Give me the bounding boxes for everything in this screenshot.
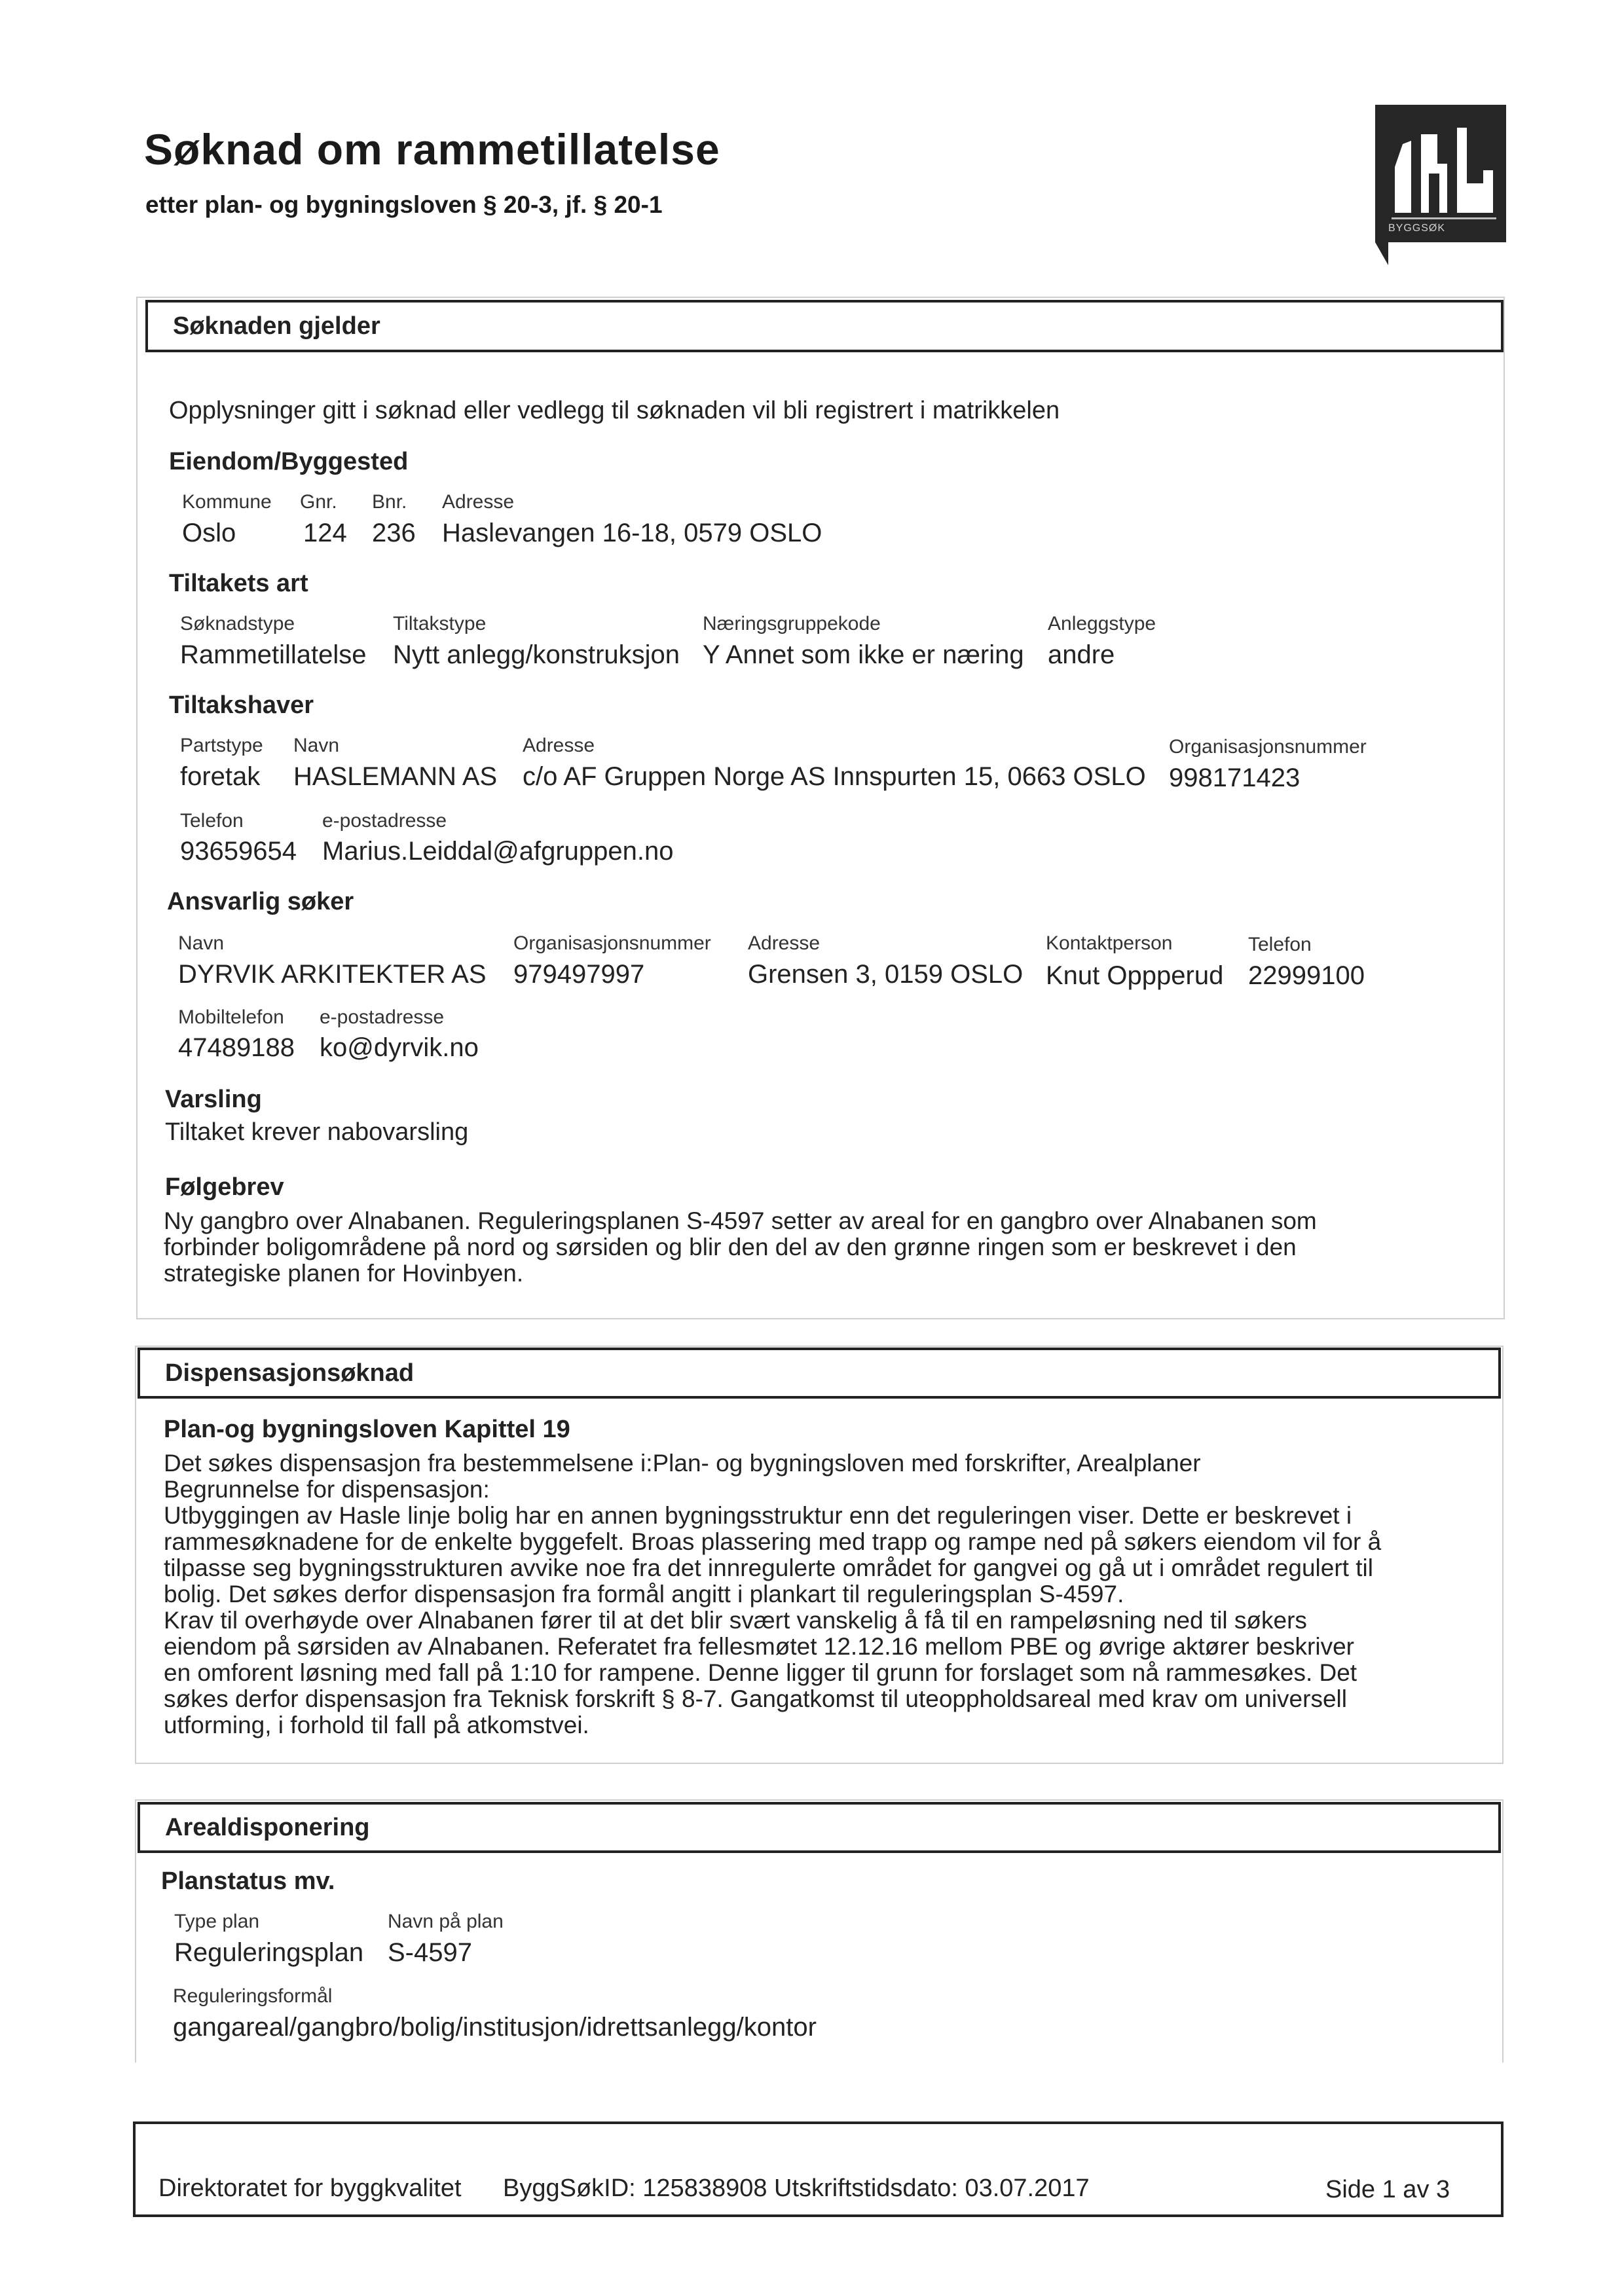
adresse-label: Adresse [523, 735, 595, 756]
tiltakstype-label: Tiltakstype [393, 613, 487, 634]
navn-value: HASLEMANN AS [293, 762, 498, 791]
soknadstype-label: Søknadstype [180, 613, 295, 634]
tiltakshaver-heading: Tiltakshaver [169, 691, 314, 719]
dispensasjon-heading: Plan-og bygningsloven Kapittel 19 [164, 1416, 570, 1443]
partstype-value: foretak [180, 762, 261, 791]
varsling-heading: Varsling [165, 1086, 262, 1113]
epost-label: e-postadresse [322, 810, 447, 832]
mobiltelefon-value: 47489188 [178, 1033, 295, 1062]
telefon-label: Telefon [180, 810, 244, 832]
page-subtitle: etter plan- og bygningsloven § 20-3, jf. § 20-1 [145, 191, 663, 218]
dispensasjon-line: eiendom på sørsiden av Alnabanen. Referatet fra fellesmøtet 12.12.16 mellom PBE og øvrige aktører beskriver [164, 1633, 1354, 1660]
byggsok-logo [1375, 105, 1506, 265]
arealdisponering-header: Arealdisponering [138, 1802, 1501, 1853]
dispensasjon-line: Det søkes dispensasjon fra bestemmelsene i:Plan- og bygningsloven med forskrifter, Arealplaner [164, 1450, 1201, 1477]
folgebrev-line: forbinder boligområdene på nord og sørsiden og blir den del av den grønne ringen som er beskrevet i den [164, 1234, 1297, 1260]
soknadstype-value: Rammetillatelse [180, 640, 367, 669]
logo-text: BYGGSØK [1388, 223, 1446, 234]
planstatus-heading: Planstatus mv. [161, 1867, 335, 1895]
dispensasjon-line: utforming, i forhold til fall på atkomstvei. [164, 1712, 589, 1738]
kontaktperson-value: Knut Oppperud [1046, 961, 1224, 990]
epost-label: e-postadresse [320, 1006, 445, 1028]
organisasjonsnummer-value: 979497997 [513, 960, 645, 989]
reguleringsformal-label: Reguleringsformål [173, 1985, 333, 2007]
folgebrev-line: strategiske planen for Hovinbyen. [164, 1260, 524, 1287]
footer-id: ByggSøkID: 125838908 Utskriftstidsdato: 03.07.2017 [503, 2175, 1090, 2202]
adresse-value: Grensen 3, 0159 OSLO [748, 960, 1024, 989]
eiendom-heading: Eiendom/Byggested [169, 448, 409, 475]
dispensasjon-text [164, 1450, 1486, 1738]
dispensasjon-line: en omforent løsning med fall på 1:10 for rampene. Denne ligger til grunn for forslaget som nå rammesøkes. Det [164, 1659, 1357, 1686]
adresse-value: c/o AF Gruppen Norge AS Innspurten 15, 0663 OSLO [523, 762, 1146, 791]
reguleringsformal-value: gangareal/gangbro/bolig/institusjon/idrettsanlegg/kontor [173, 2013, 817, 2042]
mobiltelefon-label: Mobiltelefon [178, 1006, 284, 1028]
navn-value: DYRVIK ARKITEKTER AS [178, 960, 487, 989]
bnr-value: 236 [372, 519, 416, 547]
adresse-label: Adresse [442, 491, 515, 513]
epost-value: Marius.Leiddal@afgruppen.no [322, 837, 674, 866]
navn-pa-plan-label: Navn på plan [388, 1911, 504, 1932]
tiltakstype-value: Nytt anlegg/konstruksjon [393, 640, 680, 669]
page-footer [133, 2121, 1504, 2217]
page-number: Side 1 av 3 [1325, 2176, 1450, 2203]
adresse-label: Adresse [748, 932, 821, 954]
footer-org: Direktoratet for byggkvalitet [158, 2175, 462, 2202]
dispensasjon-line: bolig. Det søkes derfor dispensasjon fra formål angitt i plankart til reguleringsplan S-4597. [164, 1581, 1124, 1607]
varsling-text: Tiltaket krever nabovarsling [165, 1118, 469, 1146]
organisasjonsnummer-label: Organisasjonsnummer [513, 932, 711, 954]
navn-pa-plan-value: S-4597 [388, 1938, 472, 1967]
dispensasjon-line: søkes derfor dispensasjon fra Teknisk forskrift § 8-7. Gangatkomst til uteoppholdsareal med krav om universell [164, 1685, 1347, 1712]
kommune-label: Kommune [182, 491, 272, 513]
kontaktperson-label: Kontaktperson [1046, 932, 1173, 954]
kommune-value: Oslo [182, 519, 236, 547]
organisasjonsnummer-label: Organisasjonsnummer [1169, 736, 1367, 758]
telefon-value: 93659654 [180, 837, 297, 866]
tiltakets-art-heading: Tiltakets art [169, 570, 308, 597]
matrikkel-intro: Opplysninger gitt i søknad eller vedlegg til søknaden vil bli registrert i matrikkelen [169, 397, 1060, 424]
dispensasjon-header: Dispensasjonsøknad [138, 1348, 1501, 1399]
dispensasjon-line: Utbyggingen av Hasle linje bolig har en annen bygningsstruktur enn det reguleringen viser. Dette er beskrevet i [164, 1502, 1352, 1529]
epost-value: ko@dyrvik.no [320, 1033, 479, 1062]
folgebrev-line: Ny gangbro over Alnabanen. Reguleringsplanen S-4597 setter av areal for en gangbro over Alnabanen som [164, 1207, 1317, 1234]
dispensasjon-line: tilpasse seg bygningsstrukturen avvike noe fra det innregulerte området for gangvei og gå ut i området regulert til [164, 1554, 1373, 1581]
dispensasjon-line: Begrunnelse for dispensasjon: [164, 1476, 490, 1503]
navn-label: Navn [293, 735, 340, 756]
folgebrev-text [164, 1208, 1480, 1287]
organisasjonsnummer-value: 998171423 [1169, 763, 1301, 792]
type-plan-label: Type plan [174, 1911, 260, 1932]
partstype-label: Partstype [180, 735, 263, 756]
anleggstype-value: andre [1048, 640, 1115, 669]
folgebrev-heading: Følgebrev [165, 1173, 284, 1201]
dispensasjon-line: Krav til overhøyde over Alnabanen fører til at det blir svært vanskelig å få til en rampeløsning ned til søkers [164, 1607, 1307, 1634]
anleggstype-label: Anleggstype [1048, 613, 1156, 634]
telefon-label: Telefon [1248, 934, 1312, 955]
naeringsgruppekode-value: Y Annet som ikke er næring [703, 640, 1024, 669]
navn-label: Navn [178, 932, 225, 954]
adresse-value: Haslevangen 16-18, 0579 OSLO [442, 519, 822, 547]
naeringsgruppekode-label: Næringsgruppekode [703, 613, 881, 634]
telefon-value: 22999100 [1248, 961, 1365, 990]
gnr-label: Gnr. [300, 491, 337, 513]
ansvarlig-soker-heading: Ansvarlig søker [167, 888, 354, 915]
dispensasjon-line: rammesøknadene for de enkelte byggefelt. Broas plassering med trapp og rampe ned på søkers eiendom vil for å [164, 1528, 1382, 1555]
bnr-label: Bnr. [372, 491, 407, 513]
type-plan-value: Reguleringsplan [174, 1938, 364, 1967]
soknaden-gjelder-header: Søknaden gjelder [145, 300, 1504, 352]
gnr-value: 124 [303, 519, 347, 547]
page-title: Søknad om rammetillatelse [144, 125, 720, 174]
